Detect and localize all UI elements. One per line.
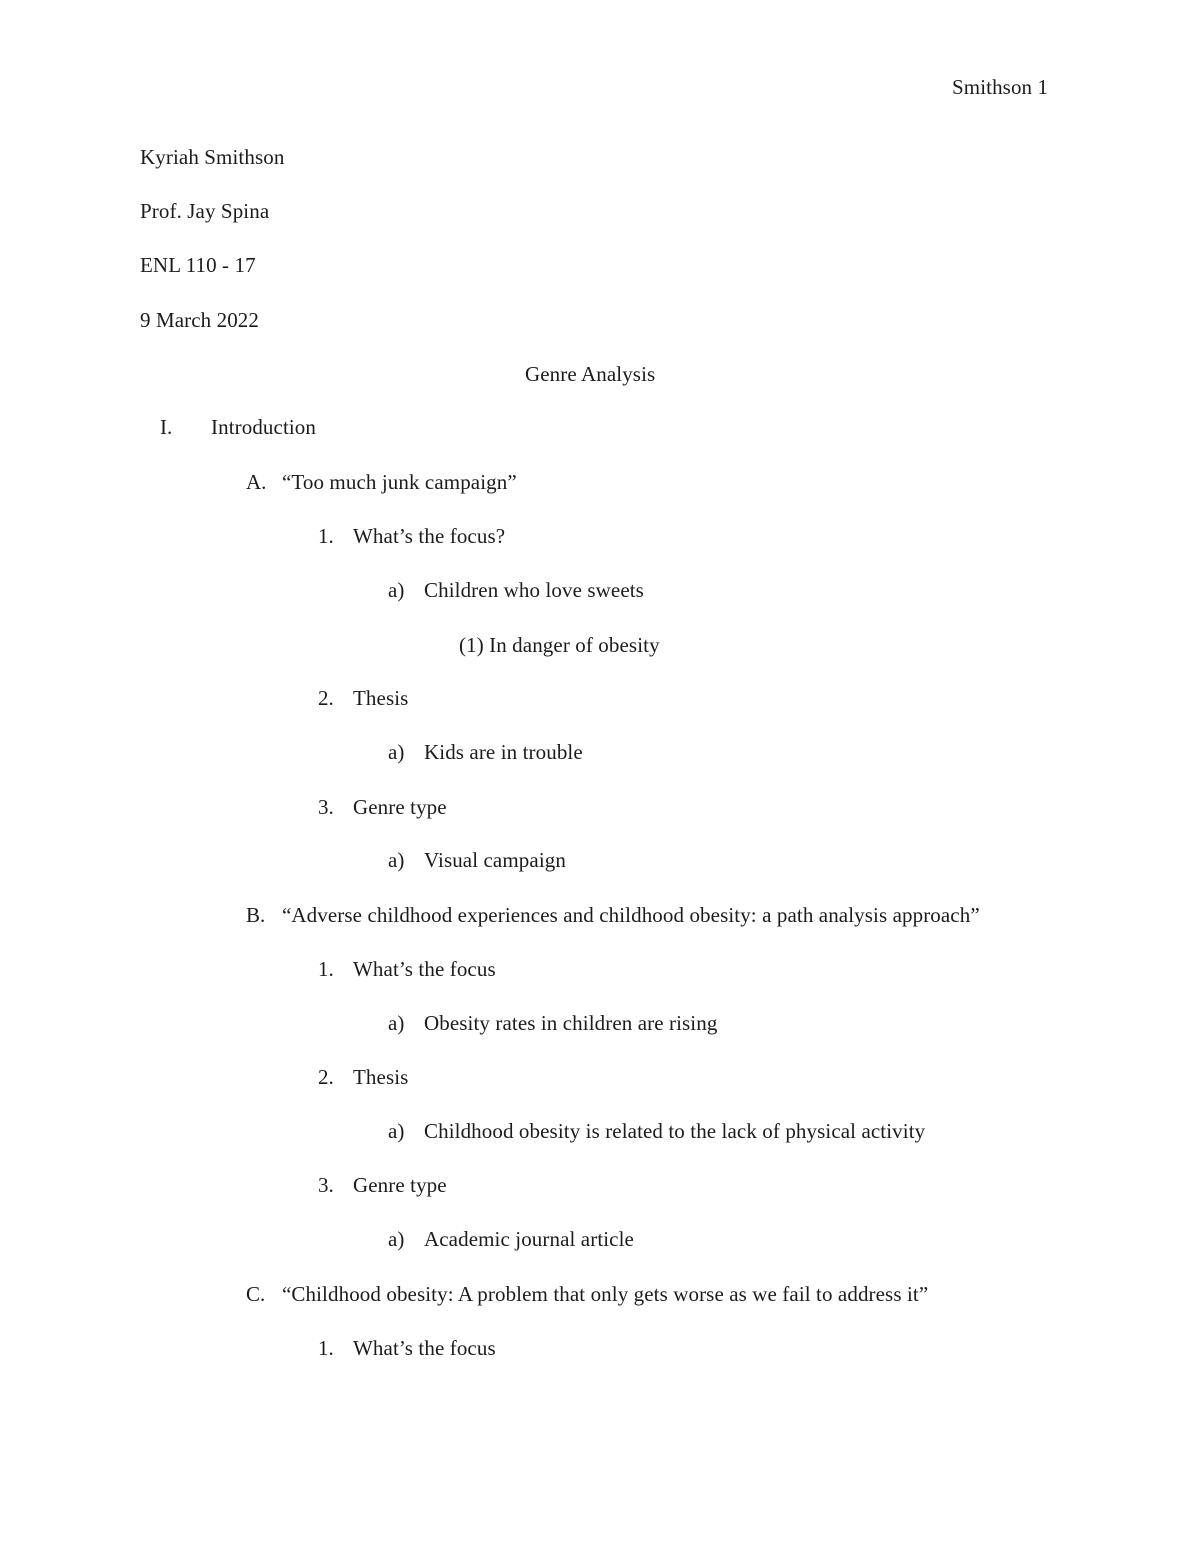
outline-item-B2: Thesis [353, 1065, 409, 1089]
document-title: Genre Analysis [525, 362, 656, 386]
outline-item-B1a: Obesity rates in children are rising [424, 1011, 718, 1035]
outline-item-A1a1: (1) In danger of obesity [459, 633, 660, 657]
outline-item-A3: Genre type [353, 795, 447, 819]
outline-marker-A1a: a) [388, 578, 405, 602]
document-date: 9 March 2022 [140, 308, 260, 332]
outline-marker-B2: 2. [318, 1065, 334, 1089]
outline-item-A1a: Children who love sweets [424, 578, 644, 602]
outline-item-A1: What’s the focus? [353, 524, 506, 548]
outline-item-A3a: Visual campaign [424, 848, 566, 872]
outline-item-B3: Genre type [353, 1173, 447, 1197]
outline-marker-roman: I. [160, 415, 173, 439]
outline-item-A2: Thesis [353, 686, 409, 710]
outline-item-B1: What’s the focus [353, 957, 496, 981]
outline-marker-C1: 1. [318, 1336, 334, 1360]
outline-marker-B1: 1. [318, 957, 334, 981]
student-name: Kyriah Smithson [140, 145, 285, 169]
outline-marker-B: B. [246, 903, 266, 927]
outline-item-B2a: Childhood obesity is related to the lack of physical activity [424, 1119, 926, 1143]
outline-marker-A3: 3. [318, 795, 334, 819]
outline-marker-A2a: a) [388, 740, 405, 764]
running-head: Smithson 1 [952, 75, 1049, 99]
course-number: ENL 110 - 17 [140, 253, 256, 277]
outline-section-introduction: Introduction [211, 415, 317, 439]
outline-item-B: “Adverse childhood experiences and childhood obesity: a path analysis approach” [282, 903, 980, 927]
instructor-name: Prof. Jay Spina [140, 199, 270, 223]
outline-marker-B1a: a) [388, 1011, 405, 1035]
outline-marker-B3: 3. [318, 1173, 334, 1197]
outline-item-C1: What’s the focus [353, 1336, 496, 1360]
outline-marker-B3a: a) [388, 1227, 405, 1251]
outline-marker-C: C. [246, 1282, 266, 1306]
outline-item-C: “Childhood obesity: A problem that only gets worse as we fail to address it” [282, 1282, 929, 1306]
outline-marker-A1: 1. [318, 524, 334, 548]
outline-marker-A3a: a) [388, 848, 405, 872]
outline-marker-A: A. [246, 470, 267, 494]
outline-marker-A2: 2. [318, 686, 334, 710]
outline-item-B3a: Academic journal article [424, 1227, 634, 1251]
outline-item-A: “Too much junk campaign” [282, 470, 517, 494]
outline-marker-B2a: a) [388, 1119, 405, 1143]
outline-item-A2a: Kids are in trouble [424, 740, 583, 764]
